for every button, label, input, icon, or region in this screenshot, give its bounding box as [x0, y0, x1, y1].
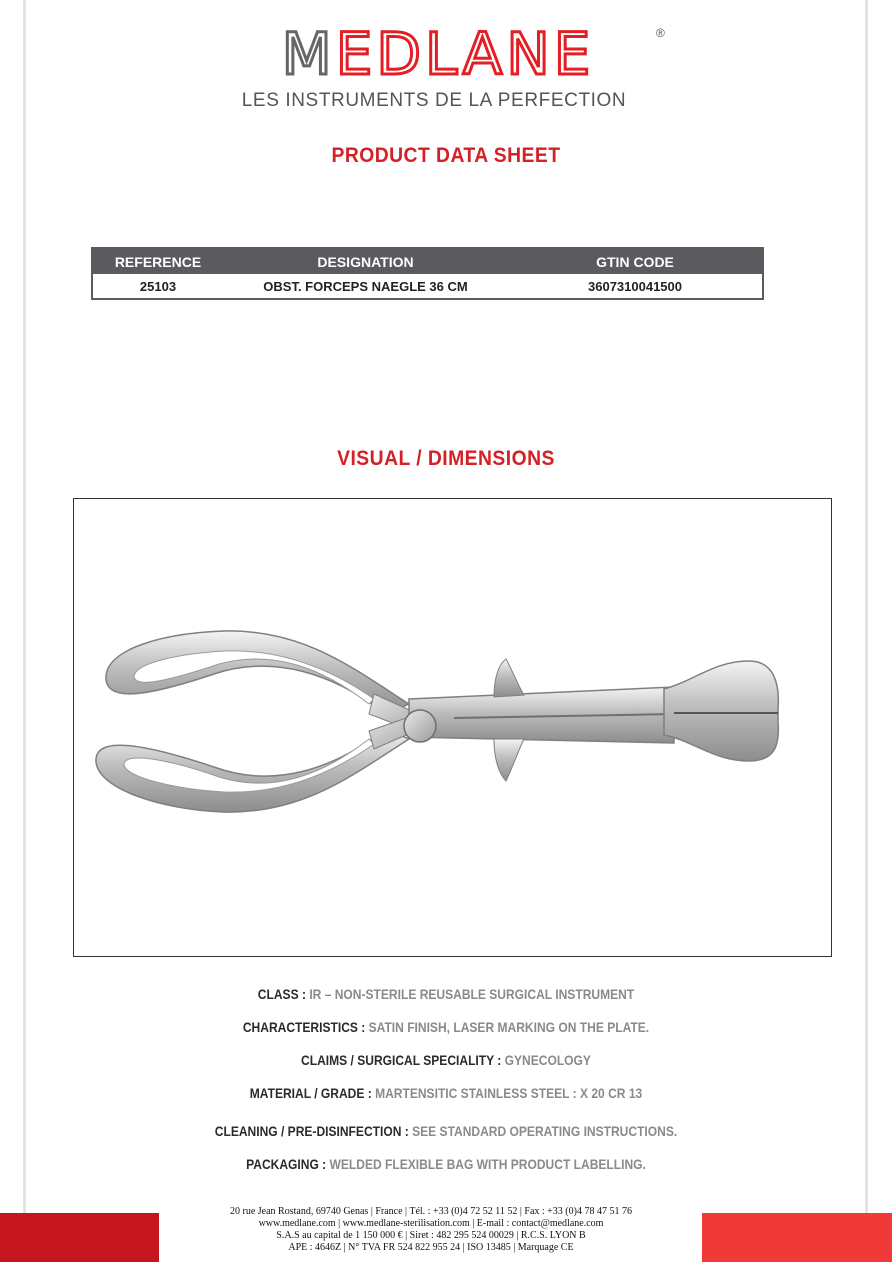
page-border-left [23, 0, 26, 1215]
logo-tagline: LES INSTRUMENTS DE LA PERFECTION [241, 90, 627, 111]
medlane-logo [218, 22, 678, 112]
footer-web: www.medlane.com | www.medlane-sterilisation.com | E-mail : contact@medlane.com [258, 1218, 604, 1229]
header-reference: REFERENCE [92, 248, 223, 274]
reference-table-header [92, 248, 763, 274]
spec-value: GYNECOLOGY [501, 1052, 591, 1068]
logo-rest-letters: EDLANE [335, 20, 595, 88]
logo-wordmark [218, 22, 658, 86]
cell-designation: OBST. FORCEPS NAEGLE 36 CM [263, 278, 468, 294]
spec-label: CLAIMS / SURGICAL SPECIALITY : [301, 1052, 502, 1068]
spec-label: CLEANING / PRE-DISINFECTION : [214, 1123, 409, 1139]
spec-material [62, 1085, 829, 1101]
cell-gtin: 3607310041500 [588, 278, 682, 294]
spec-characteristics [62, 1019, 829, 1035]
forceps-illustration [74, 499, 831, 956]
spec-class [62, 986, 829, 1002]
spec-label: PACKAGING : [246, 1156, 327, 1172]
logo-first-letter: M [281, 20, 336, 88]
spec-value: MARTENSITIC STAINLESS STEEL : X 20 CR 13 [371, 1085, 643, 1101]
reference-table [91, 247, 764, 300]
header-designation: DESIGNATION [223, 248, 508, 274]
spec-label: CHARACTERISTICS : [242, 1019, 366, 1035]
table-row [92, 274, 763, 299]
header-gtin: GTIN CODE [508, 248, 763, 274]
footer-registration: APE : 4646Z | N° TVA FR 524 822 955 24 | ISO 13485 | Marquage CE [288, 1242, 574, 1253]
sheet-title: PRODUCT DATA SHEET [331, 144, 561, 167]
spec-cleaning [62, 1123, 829, 1139]
spec-value: SEE STANDARD OPERATING INSTRUCTIONS. [408, 1123, 678, 1139]
spec-value: IR – NON-STERILE REUSABLE SURGICAL INSTRUMENT [305, 986, 635, 1002]
spec-label: CLASS : [257, 986, 306, 1002]
page-border-right [865, 0, 868, 1215]
spec-packaging [62, 1156, 829, 1172]
spec-value: WELDED FLEXIBLE BAG WITH PRODUCT LABELLING. [326, 1156, 646, 1172]
spec-label: MATERIAL / GRADE : [249, 1085, 372, 1101]
footer-contact [160, 1206, 702, 1254]
footer-address: 20 rue Jean Rostand, 69740 Genas | France | Tél. : +33 (0)4 72 52 11 52 | Fax : +33 (0)4 78 47 51 76 [230, 1206, 632, 1217]
footer-company: S.A.S au capital de 1 150 000 € | Siret : 482 295 524 00029 | R.C.S. LYON B [276, 1230, 586, 1241]
cell-reference: 25103 [139, 278, 177, 294]
registered-mark: ® [656, 26, 665, 40]
spec-value: SATIN FINISH, LASER MARKING ON THE PLATE. [365, 1019, 650, 1035]
spec-claims [62, 1052, 829, 1068]
visual-title: VISUAL / DIMENSIONS [337, 447, 555, 470]
footer-bar-right [702, 1213, 892, 1262]
footer-bar-left [0, 1213, 159, 1262]
product-visual-frame [73, 498, 832, 957]
